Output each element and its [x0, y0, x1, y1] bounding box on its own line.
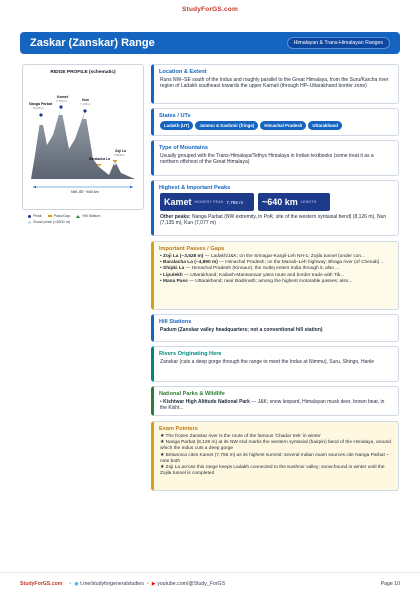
telegram-link[interactable]: t.me/studyforgeneralstudies	[80, 580, 144, 587]
section-parks	[151, 386, 399, 416]
length-caption: LENGTH	[300, 200, 317, 204]
label-baralacha: Baralacha La	[89, 157, 111, 161]
section-rivers	[151, 346, 399, 382]
legend-station: Hill Station	[76, 214, 100, 218]
page-header	[20, 32, 400, 54]
exam-heading: Exam Pointers	[159, 426, 198, 432]
list-item: ★ Nanga Parbat (8,126 m) at its NW end marks the western syntaxial (hairpin) bend of the Himalaya, around which the Indus cuts a deep gorge	[160, 440, 391, 452]
section-exam-pointers	[151, 421, 399, 491]
parks-text: • Kishtwar High Altitude National Park — J&K; snow leopard, Himalayan musk deer, brown bear, in the Kisht...	[160, 399, 385, 412]
pass-icon	[48, 215, 52, 217]
section-peaks	[151, 180, 399, 236]
extent-arrow-left	[33, 186, 36, 188]
peak-marker-kamet	[59, 105, 62, 108]
extent-label: NW–SE ~640 km	[71, 190, 99, 194]
ridge-profile-panel	[22, 64, 144, 230]
passes-heading: Important Passes / Gaps	[159, 246, 225, 252]
section-passes	[151, 241, 399, 310]
brand-logo: StudyForGS.com	[182, 6, 238, 13]
page-footer	[0, 572, 420, 594]
hill-text: Padum (Zanskar valley headquarters; not a conventional hill station)	[160, 327, 323, 333]
mountains-heading: Type of Mountains	[159, 145, 208, 151]
snow-peak-icon	[28, 221, 31, 224]
state-pill: Himachal Pradesh	[260, 121, 306, 130]
youtube-link[interactable]: youtube.com/@Study_ForGS	[157, 580, 226, 587]
label-nun: Nun	[82, 98, 89, 102]
ridge-profile-box	[22, 64, 144, 210]
mountain-silhouette	[31, 107, 135, 179]
telegram-icon: ◉	[74, 580, 79, 587]
state-pill: Jammu & Kashmir (fringe)	[195, 121, 258, 130]
separator: •	[69, 580, 72, 587]
page-title: Zaskar (Zanskar) Range	[30, 37, 155, 49]
label-nanga: Nanga Parbat	[29, 102, 53, 106]
list-item: ★ Britannica cites Kamet (7,756 m) as its highest summit; several Indian exam sources cite Nanga Parbat – note both	[160, 452, 389, 464]
ridge-profile-diagram	[23, 75, 145, 209]
passes-list	[154, 254, 398, 289]
highest-peak-name: Kamet	[164, 197, 192, 207]
section-mountain-type	[151, 140, 399, 176]
location-text: Runs NW–SE south of the Indus and roughly parallel to the Great Himalaya, from the Suru/Karcha river region of Ladakh southeast towards the upper Karnali (through HP–Uttarakhand border zone)	[160, 77, 389, 90]
rivers-heading: Rivers Originating Here	[159, 351, 222, 357]
section-states	[151, 108, 399, 136]
other-peaks-text: Nanga Parbat (NW extremity, in PoK; site of the western syntaxial bend) (8,126 m), Nun (7,135 m), Kun (7,077 m)	[160, 214, 387, 227]
rivers-text: Zanskar (cuts a deep gorge through the range to meet the Indus at Nimmu), Suru, Shingo, Hanle	[160, 359, 375, 365]
list-item: • Shipki La — Himachal Pradesh (Kinnaur); the Sutlej enters India through it; also ...	[160, 266, 340, 272]
other-peaks-label: Other peaks:	[160, 214, 191, 220]
range-length: ~640 km	[262, 197, 298, 207]
list-item: ★ The frozen Zanskar river is the route of the famous 'Chadar trek' in winter	[160, 434, 321, 439]
highest-peak-card	[160, 193, 254, 211]
list-item: ★ Zoji La across this range keeps Ladakh connected to the Kashmir valley; snow-bound in winter until the Zojila tunnel is completed	[160, 465, 385, 477]
mountains-text: Usually grouped with the Trans-Himalaya/Tethys Himalaya in Indian textbooks (some treat it as a northern offshoot of the Great Himalaya)	[160, 153, 374, 166]
legend-pass: Pass/Gap	[48, 214, 71, 218]
peak-marker-nanga	[39, 113, 42, 116]
section-location	[151, 64, 399, 104]
highest-peak-height: 7,756 m	[226, 199, 244, 205]
label-kamet-height: 7,756 m	[56, 99, 67, 103]
state-pill: Ladakh (UT)	[160, 121, 193, 130]
separator: •	[146, 580, 149, 587]
profile-title: RIDGE PROFILE (schematic)	[50, 70, 116, 75]
list-item: • Baralacha La (~4,890 m) — Himachal Pradesh; on the Manali–Leh highway; Bhaga river (of Chenab) ...	[160, 260, 385, 266]
peak-icon	[28, 215, 31, 218]
youtube-icon: ▶	[151, 580, 156, 587]
extent-arrow-right	[130, 186, 133, 188]
profile-legend	[22, 214, 144, 224]
legend-peak: Peak	[28, 214, 42, 218]
list-item: • Lipulekh — Uttarakhand; Kailash-Mansarovar yatra route and border trade with Tib...	[160, 272, 345, 278]
label-zojila-height: 3,528 m	[114, 153, 125, 157]
highest-peak-caption: HIGHEST PEAK	[194, 200, 224, 204]
peaks-heading: Highest & Important Peaks	[159, 185, 231, 191]
exam-list	[154, 434, 398, 481]
pass-marker-zojila	[113, 160, 117, 162]
other-peaks	[154, 211, 398, 231]
legend-snow: Snow peak (>4500 m)	[28, 220, 70, 224]
length-card	[258, 193, 330, 211]
label-kamet: Kamet	[57, 95, 68, 99]
peak-cards	[154, 193, 398, 211]
page-number: Page 10	[380, 580, 400, 587]
location-heading: Location & Extent	[159, 69, 207, 75]
label-zojila: Zoji La	[115, 149, 126, 153]
states-list	[154, 121, 398, 136]
list-item: • Mana Pass — Uttarakhand; near Badrinath; among the highest motorable passes; also...	[160, 278, 353, 284]
state-pill: Uttarakhand	[308, 121, 342, 130]
label-nun-height: 7,135 m	[80, 102, 91, 106]
section-hill-stations	[151, 314, 399, 342]
pass-marker-baralacha	[97, 164, 101, 166]
peak-marker-nun	[83, 109, 86, 112]
list-item: • Zoji La (~3,528 m) — Ladakh/J&K; on the Srinagar-Kargil-Leh NH-1; Zojila tunnel (under con...	[160, 254, 365, 259]
hill-station-icon	[76, 215, 80, 218]
footer-brand[interactable]: StudyForGS.com	[20, 580, 63, 587]
label-nanga-height: 8,126 m	[33, 106, 44, 110]
parks-heading: National Parks & Wildlife	[159, 391, 225, 397]
category-tag: Himalayan & Trans-Himalayan Ranges	[287, 37, 390, 49]
hill-heading: Hill Stations	[159, 319, 192, 325]
states-heading: States / UTs	[159, 113, 191, 119]
